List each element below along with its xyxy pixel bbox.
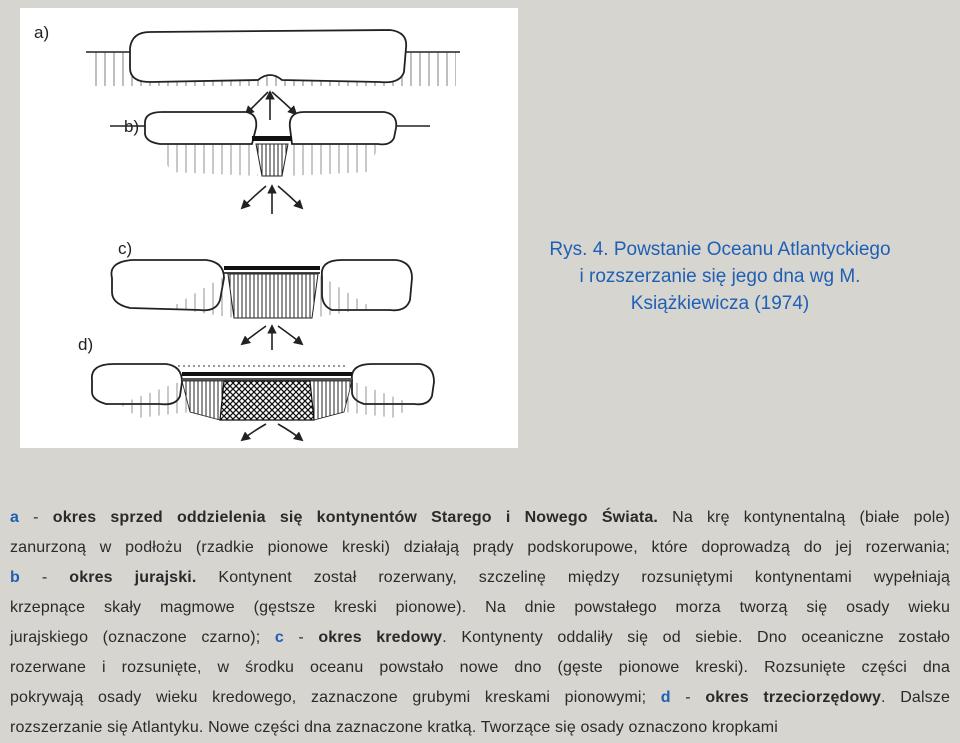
paragraph-line-6 — [10, 653, 950, 683]
period-name-a: okres sprzed oddzielenia się kontynentów Starego i Nowego Świata. — [52, 509, 658, 526]
caption-line-1: Rys. 4. Powstanie Oceanu Atlantyckiego — [549, 239, 891, 260]
period-key-d: d — [660, 689, 671, 706]
panel-label-d: d) — [78, 335, 94, 354]
panel-c-diagram — [111, 260, 412, 350]
text-segment: rozszerzanie się Atlantyku. Nowe części dna zaznaczone kratką. Tworzące się osady oznaczono kropkami — [10, 719, 778, 736]
paragraph-line-4 — [10, 593, 950, 623]
period-key-c: c — [274, 629, 284, 646]
text-segment: - — [19, 509, 53, 526]
text-segment: - — [283, 629, 319, 646]
period-name-c: okres kredowy — [318, 629, 443, 646]
panel-label-a: a) — [34, 23, 50, 42]
period-key-a: a — [10, 509, 20, 526]
panel-d-diagram — [92, 364, 434, 440]
panel-label-b: b) — [124, 117, 140, 136]
panel-a-diagram — [86, 30, 460, 120]
paragraph-line-7 — [10, 683, 950, 713]
paragraph-line-1 — [10, 503, 950, 533]
text-segment: pokrywają osady wieku kredowego, zaznaczone grubymi kreskami pionowymi; — [10, 689, 661, 706]
paragraph-line-5 — [10, 623, 950, 653]
text-segment: Kontynent został rozerwany, szczelinę między rozsuniętymi kontynentami wypełniają — [196, 569, 950, 586]
panel-b-diagram — [110, 112, 430, 214]
panel-label-c: c) — [118, 239, 133, 258]
figure-caption — [500, 236, 940, 317]
text-segment: zanurzoną w podłożu (rzadkie pionowe kreski) działają prądy podskorupowe, które doprowadzą do jej rozerwania; — [10, 539, 950, 556]
text-segment: - — [19, 569, 70, 586]
geology-figure — [20, 8, 518, 448]
text-segment: krzepnące skały magmowe (gęstsze kreski pionowe). Na dnie powstałego morza tworzą się osady wieku — [10, 599, 950, 616]
caption-line-3: Książkiewicza (1974) — [630, 293, 810, 314]
paragraph-line-2 — [10, 533, 950, 563]
text-segment: Na krę kontynentalną (białe pole) — [658, 509, 950, 526]
text-segment: jurajskiego (oznaczone czarno); — [10, 629, 275, 646]
period-key-b: b — [10, 569, 20, 586]
paragraph-line-3 — [10, 563, 950, 593]
period-name-d: okres trzeciorzędowy — [705, 689, 882, 706]
text-segment: . Dalsze — [881, 689, 950, 706]
caption-line-2: i rozszerzanie się jego dna wg M. — [579, 266, 861, 287]
text-segment: rozerwane i rozsunięte, w środku oceanu powstało nowe dno (gęste pionowe kreski). Rozsunięte części dna — [10, 659, 950, 676]
paragraph-line-8 — [10, 713, 950, 743]
text-segment: . Kontynenty oddaliły się od siebie. Dno oceaniczne zostało — [442, 629, 951, 646]
period-name-b: okres jurajski. — [69, 569, 197, 586]
description-paragraph — [10, 503, 950, 743]
text-segment: - — [670, 689, 706, 706]
